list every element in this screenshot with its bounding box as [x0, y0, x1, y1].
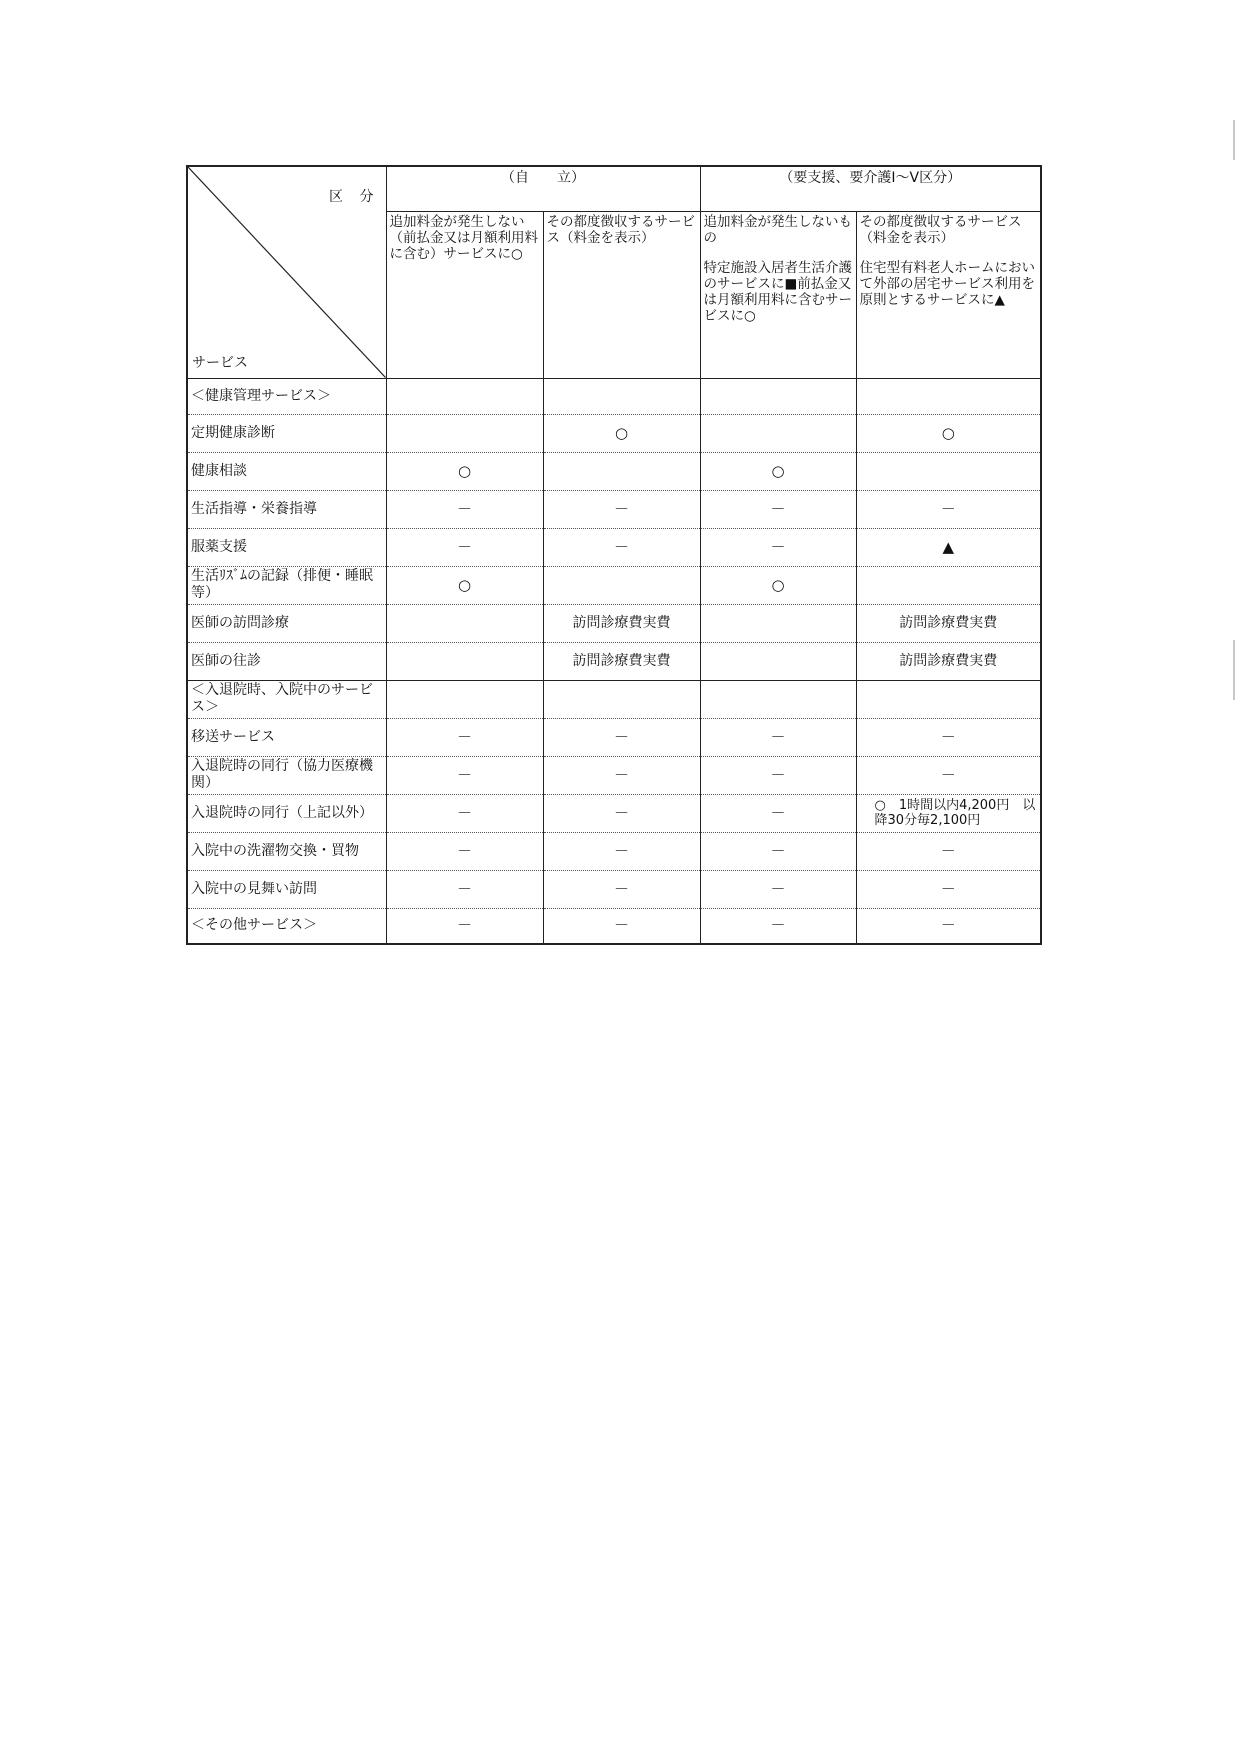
- row-service-label: 定期健康診断: [187, 414, 386, 452]
- empty-cell: [856, 680, 1041, 718]
- dash-mark-cell: －: [543, 870, 700, 908]
- dash-mark-cell: －: [543, 756, 700, 794]
- row-service-label: ＜入退院時、入院中のサービス＞: [187, 680, 386, 718]
- circle-mark-cell: ○: [543, 414, 700, 452]
- table-row: [187, 756, 1041, 794]
- row-service-label: 入退院時の同行（上記以外）: [187, 794, 386, 832]
- dash-mark-cell: －: [856, 908, 1041, 944]
- dash-mark-cell: －: [386, 490, 543, 528]
- table-row: [187, 414, 1041, 452]
- row-service-label: 健康相談: [187, 452, 386, 490]
- table-row: [187, 642, 1041, 680]
- fee-cell: 訪問診療費実費: [856, 604, 1041, 642]
- row-service-label: 医師の訪問診療: [187, 604, 386, 642]
- circle-mark-cell: ○: [700, 566, 856, 604]
- fee-cell: 訪問診療費実費: [543, 604, 700, 642]
- table-row: [187, 680, 1041, 718]
- empty-cell: [856, 566, 1041, 604]
- table-row: [187, 452, 1041, 490]
- dash-mark-cell: －: [386, 908, 543, 944]
- circle-mark-cell: ○: [700, 452, 856, 490]
- empty-cell: [700, 414, 856, 452]
- dash-mark-cell: －: [700, 908, 856, 944]
- dash-mark-cell: －: [856, 718, 1041, 756]
- empty-cell: [700, 604, 856, 642]
- header-division-label: 区 分: [329, 189, 380, 205]
- row-service-label: 生活ﾘｽﾞﾑの記録（排便・睡眠等）: [187, 566, 386, 604]
- table-row: [187, 604, 1041, 642]
- header-independent-charged: その都度徴収するサービス（料金を表示）: [543, 211, 700, 378]
- service-fee-table: [186, 165, 1042, 945]
- header-care-charged-title: その都度徴収するサービス（料金を表示）: [859, 213, 1022, 246]
- table-row: [187, 718, 1041, 756]
- dash-mark-cell: －: [700, 756, 856, 794]
- header-care-included: [700, 211, 856, 378]
- header-independent-included: 追加料金が発生しない（前払金又は月額利用料に含む）サービスに○: [386, 211, 543, 378]
- empty-cell: [856, 452, 1041, 490]
- dash-mark-cell: －: [386, 528, 543, 566]
- dash-mark-cell: －: [700, 490, 856, 528]
- header-corner-cell: [187, 166, 386, 378]
- empty-cell: [543, 566, 700, 604]
- dash-mark-cell: －: [386, 870, 543, 908]
- empty-cell: [543, 680, 700, 718]
- circle-mark-cell: ○: [386, 566, 543, 604]
- row-service-label: ＜健康管理サービス＞: [187, 378, 386, 414]
- dash-mark-cell: －: [543, 490, 700, 528]
- table-row: [187, 566, 1041, 604]
- header-care-group: （要支援、要介護Ⅰ～Ⅴ区分）: [700, 166, 1041, 211]
- header-care-charged-note: 住宅型有料老人ホームにおいて外部の居宅サービス利用を原則とするサービスに▲: [859, 259, 1035, 308]
- dash-mark-cell: －: [386, 832, 543, 870]
- row-service-label: 入院中の見舞い訪問: [187, 870, 386, 908]
- dash-mark-cell: －: [856, 870, 1041, 908]
- row-service-label: 移送サービス: [187, 718, 386, 756]
- table-body: [187, 378, 1041, 944]
- header-care-charged: [856, 211, 1041, 378]
- dash-mark-cell: －: [386, 718, 543, 756]
- table-row: [187, 528, 1041, 566]
- row-service-label: 生活指導・栄養指導: [187, 490, 386, 528]
- empty-cell: [700, 378, 856, 414]
- dash-mark-cell: －: [386, 756, 543, 794]
- table-row: [187, 378, 1041, 414]
- empty-cell: [700, 642, 856, 680]
- circle-mark-cell: ○: [856, 414, 1041, 452]
- row-service-label: 入退院時の同行（協力医療機関）: [187, 756, 386, 794]
- dash-mark-cell: －: [543, 718, 700, 756]
- table-row: [187, 870, 1041, 908]
- dash-mark-cell: －: [386, 794, 543, 832]
- header-care-included-note: 特定施設入居者生活介護のサービスに■前払金又は月額利用料に含むサービスに○: [703, 259, 852, 324]
- fee-cell: 訪問診療費実費: [543, 642, 700, 680]
- empty-cell: [856, 378, 1041, 414]
- header-independent-group: （自 立）: [386, 166, 700, 211]
- table-row: [187, 490, 1041, 528]
- empty-cell: [386, 378, 543, 414]
- dash-mark-cell: －: [700, 718, 856, 756]
- fee-cell: 訪問診療費実費: [856, 642, 1041, 680]
- dash-mark-cell: －: [856, 490, 1041, 528]
- empty-cell: [543, 378, 700, 414]
- dash-mark-cell: －: [543, 794, 700, 832]
- header-care-included-title: 追加料金が発生しないもの: [703, 213, 852, 246]
- table-row: [187, 832, 1041, 870]
- scan-edge-mark: [1233, 640, 1235, 700]
- row-service-label: 服薬支援: [187, 528, 386, 566]
- dash-mark-cell: －: [700, 870, 856, 908]
- empty-cell: [543, 452, 700, 490]
- dash-mark-cell: －: [543, 832, 700, 870]
- dash-mark-cell: －: [856, 756, 1041, 794]
- dash-mark-cell: －: [543, 908, 700, 944]
- empty-cell: [386, 642, 543, 680]
- row-service-label: 医師の往診: [187, 642, 386, 680]
- empty-cell: [386, 414, 543, 452]
- row-service-label: ＜その他サービス＞: [187, 908, 386, 944]
- header-service-label: サービス: [192, 354, 248, 371]
- empty-cell: [700, 680, 856, 718]
- empty-cell: [386, 604, 543, 642]
- table-row: [187, 908, 1041, 944]
- scan-edge-mark: [1233, 120, 1235, 160]
- dash-mark-cell: －: [700, 528, 856, 566]
- circle-mark-cell: ○: [386, 452, 543, 490]
- dash-mark-cell: －: [543, 528, 700, 566]
- dash-mark-cell: －: [856, 832, 1041, 870]
- table-row: [187, 794, 1041, 832]
- dash-mark-cell: －: [700, 832, 856, 870]
- empty-cell: [386, 680, 543, 718]
- fee-cell: ○ 1時間以内4,200円 以降30分毎2,100円: [856, 794, 1041, 832]
- triangle-mark-cell: ▲: [856, 528, 1041, 566]
- row-service-label: 入院中の洗濯物交換・買物: [187, 832, 386, 870]
- dash-mark-cell: －: [700, 794, 856, 832]
